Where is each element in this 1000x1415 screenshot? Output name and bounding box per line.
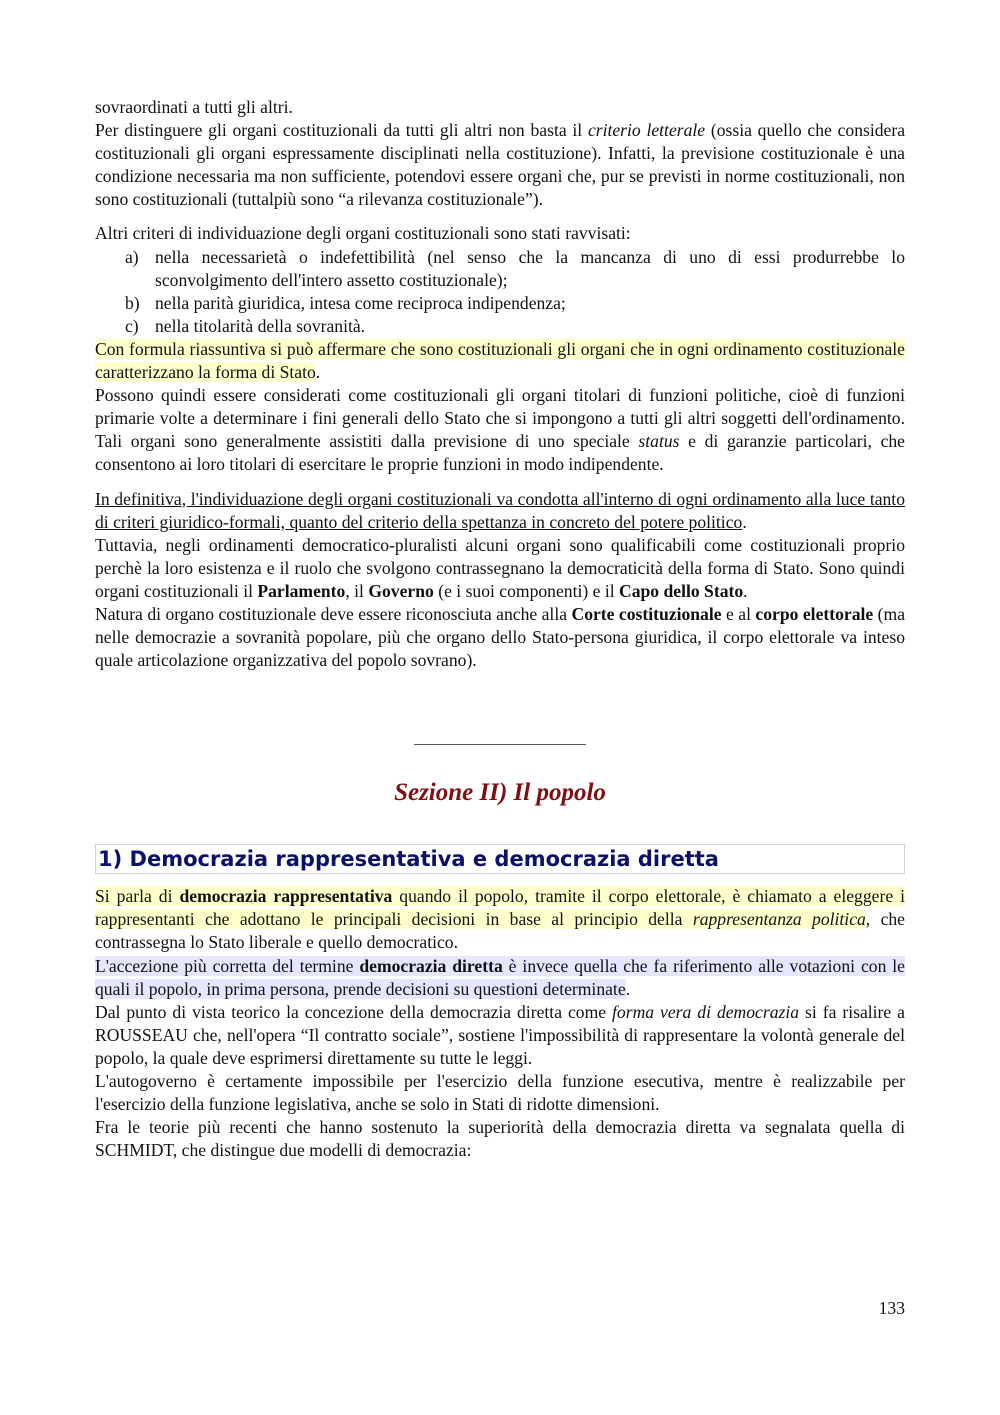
separator-line [95,728,905,742]
paragraph-self-government: L'autogoverno è certamente impossibile per l'esercizio della funzione esecutiva, mentre è realizzabile per l'esercizio della funzione legislativa, anche se solo in Stati di ridotte dimensioni. [95,1071,905,1115]
italic-term: status [638,431,680,452]
section-title: Sezione II) Il popolo [394,779,606,807]
paragraph-direct-democracy: L'accezione più corretta del termine democrazia diretta è invece quella che fa riferimento alle votazioni con le quali il popolo, in prima persona, prende decisioni su questioni determinate. [95,955,905,999]
list-item: c) nella titolarità della sovranità. [125,315,366,336]
criteria-list [95,246,905,338]
bold-term: Capo dello Stato [619,580,744,601]
bold-term: democrazia diretta [359,955,503,976]
list-item: a) nella necessarietà o indefettibilità (nel senso che la mancanza di uno di essi produrrebbe lo sconvolgimento dell'intero assetto costituzionale); [125,246,905,290]
italic-term: forma vera di democrazia [612,1001,800,1022]
paragraph-rousseau: Dal punto di vista teorico la concezione della democrazia diretta come forma vera di democrazia si fa risalire a ROUSSEAU che, nell'opera “Il contratto sociale”, sostiene l'impossibilità di rappresentare la volontà generale del popolo, la quale deve esprimersi direttamente su tutte le leggi. [95,1001,905,1068]
italic-term: rappresentanza politica [692,909,866,930]
list-item: b) nella parità giuridica, intesa come reciproca indipendenza; [125,292,566,313]
bold-term: Parlamento [257,580,346,601]
paragraph-representative-democracy: Si parla di democrazia rappresentativa quando il popolo, tramite il corpo elettorale, è chiamato a eleggere i rappresentanti che adottano le principali decisioni in base al principio della rappresentanza politica, che contrassegna lo Stato liberale e quello democratico. [95,886,905,953]
highlighted-text: L'accezione più corretta del termine democrazia diretta è invece quella che fa riferimento alle votazioni con le quali il popolo, in prima persona, prende decisioni su questioni determinate [95,955,905,999]
paragraph-schmidt: Fra le teorie più recenti che hanno sostenuto la superiorità della democrazia diretta va segnalata quella di SCHMIDT, che distingue due modelli di democrazia: [95,1117,905,1161]
italic-term: criterio letterale [587,120,706,141]
underlined-text: In definitiva, l'individuazione degli organi costituzionali va condotta all'interno di ogni ordinamento alla luce tanto di criteri giuridico-formali, quanto del criterio della spettanza in concreto del potere politico [95,488,905,532]
bold-term: democrazia rappresentativa [179,886,393,907]
criteria-intro: Altri criteri di individuazione degli organi costituzionali sono stati ravvisati: [95,223,631,244]
paragraph-literal-criterion: Per distinguere gli organi costituzionali da tutti gli altri non basta il criterio letterale (ossia quello che considera costituzionali gli organi espressamente disciplinati nella costituzione). Infatti, la previsione costituzionale è una condizione necessaria ma non sufficiente, potendovi essere organi che, pur se previsti in norme costituzionali, non sono costituzionali (tuttalpiù sono “a rilevanza costituzionale”). [95,120,906,210]
bold-term: corpo elettorale [755,603,874,624]
summary-paragraph: Con formula riassuntiva si può affermare che sono costituzionali gli organi che in ogni ordinamento costituzionale caratterizzano la forma di Stato. [95,338,905,383]
paragraph-political-functions: Possono quindi essere considerati come costituzionali gli organi titolari di funzioni politiche, cioè di funzioni primarie volte a determinare i fini generali dello Stato che si impongono a tutti gli altri soggetti dell'ordinamento. Tali organi sono generalmente assistiti dalla previsione di uno speciale status e di garanzie particolari, che consentono ai loro titolari di esercitare le proprie funzioni in modo indipendente. [95,385,905,475]
paragraph-continuation: sovraordinati a tutti gli altri. [95,97,293,117]
subsection-heading: 1) Democrazia rappresentativa e democrazia diretta [95,844,905,874]
paragraph-constitutional-organs: Tuttavia, negli ordinamenti democratico-pluralisti alcuni organi sono qualificabili come costituzionali proprio perchè la loro esistenza e il ruolo che svolgono contrassegnano la democraticità della forma di Stato. Sono quindi organi costituzionali il Parlamento, il Governo (e i suoi componenti) e il Capo dello Stato. [95,534,905,601]
document-page [95,96,905,1162]
page-number: 133 [878,1298,905,1318]
bold-term: Governo [368,580,434,601]
definitive-paragraph: In definitiva, l'individuazione degli organi costituzionali va condotta all'interno di ogni ordinamento alla luce tanto di criteri giuridico-formali, quanto del criterio della spettanza in concreto del potere politico. [95,488,905,532]
highlighted-text: Si parla di democrazia rappresentativa quando il popolo, tramite il corpo elettorale, è chiamato a eleggere i rappresentanti che adottano le principali decisioni in base al principio della rappresentanza politica [95,886,905,930]
highlighted-text: Con formula riassuntiva si può affermare che sono costituzionali gli organi che in ogni ordinamento costituzionale caratterizzano la forma di Stato [95,338,905,383]
bold-term: Corte costituzionale [571,603,722,624]
paragraph-court-electorate: Natura di organo costituzionale deve essere riconosciuta anche alla Corte costituzionale e al corpo elettorale (ma nelle democrazie a sovranità popolare, più che organo dello Stato-persona giuridica, il corpo elettorale va inteso quale articolazione organizzativa del popolo sovrano). [95,603,906,671]
